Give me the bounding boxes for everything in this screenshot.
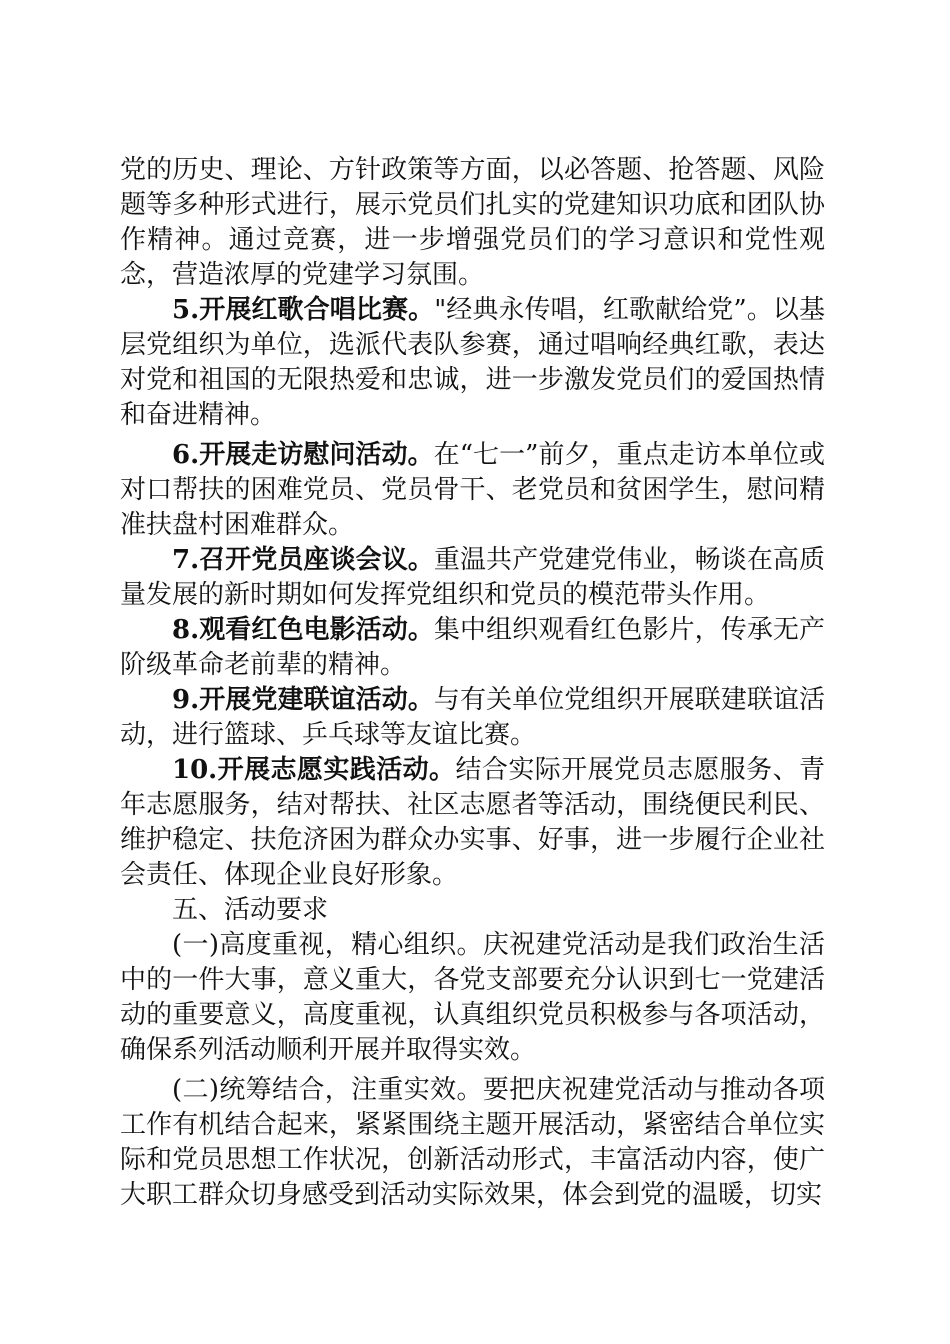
item-body: 集中组织观看红色影片，传承无产阶级革命老前辈的精神。 [120, 615, 825, 680]
item-title: 8.观看红色电影活动。 [172, 615, 434, 645]
list-item [120, 438, 825, 543]
item-body: 在“七一”前夕，重点走访本单位或对口帮扶的困难党员、党员骨干、老党员和贫困学生，慰问精准扶盘村困难群众。 [120, 440, 825, 540]
item-title: 7.召开党员座谈会议。 [172, 545, 434, 575]
requirement-text: (二)统筹结合，注重实效。要把庆祝建党活动与推动各项工作有机结合起来，紧紧围绕主题开展活动，紧密结合单位实际和党员思想工作状况，创新活动形式，丰富活动内容，使广大职工群众切身感受到活动实际效果，体会到党的温暖，切实 [120, 1075, 825, 1210]
list-item [120, 613, 825, 683]
requirement-text: (一)高度重视，精心组织。庆祝建党活动是我们政治生活中的一件大事，意义重大，各党支部要充分认识到七一党建活动的重要意义，高度重视，认真组织党员积极参与各项活动，确保系列活动顺利开展并取得实效。 [120, 930, 825, 1065]
item-title: 5.开展红歌合唱比赛。 [172, 295, 435, 325]
requirement-paragraph [120, 928, 825, 1068]
list-item [120, 543, 825, 613]
item-title: 9.开展党建联谊活动。 [172, 685, 434, 715]
section-heading-text: 五、活动要求 [172, 895, 329, 925]
list-item [120, 683, 825, 753]
paragraph-body: 党的历史、理论、方针政策等方面，以必答题、抢答题、风险题等多种形式进行，展示党员们扎实的党建知识功底和团队协作精神。通过竞赛，进一步增强党员们的学习意识和党性观念，营造浓厚的党建学习氛围。 [120, 155, 825, 290]
section-heading [120, 893, 825, 928]
item-title: 10.开展志愿实践活动。 [172, 755, 456, 785]
list-item [120, 293, 825, 433]
item-body: 重温共产党建党伟业，畅谈在高质量发展的新时期如何发挥党组织和党员的模范带头作用。 [120, 545, 825, 610]
item-body: 结合实际开展党员志愿服务、青年志愿服务，结对帮扶、社区志愿者等活动，围绕便民利民、维护稳定、扶危济困为群众办实事、好事，进一步履行企业社会责任、体现企业良好形象。 [120, 755, 825, 890]
document-page [120, 153, 825, 1213]
paragraph-continuation [120, 153, 825, 293]
list-item [120, 753, 825, 893]
requirement-paragraph [120, 1073, 825, 1213]
item-body: "经典永传唱，红歌献给党”。以基层党组织为单位，选派代表队参赛，通过唱响经典红歌，表达对党和祖国的无限热爱和忠诚，进一步激发党员们的爱国热情和奋进精神。 [120, 295, 825, 430]
item-body: 与有关单位党组织开展联建联谊活动，进行篮球、乒乓球等友谊比赛。 [120, 685, 825, 750]
item-title: 6.开展走访慰问活动。 [172, 440, 434, 470]
